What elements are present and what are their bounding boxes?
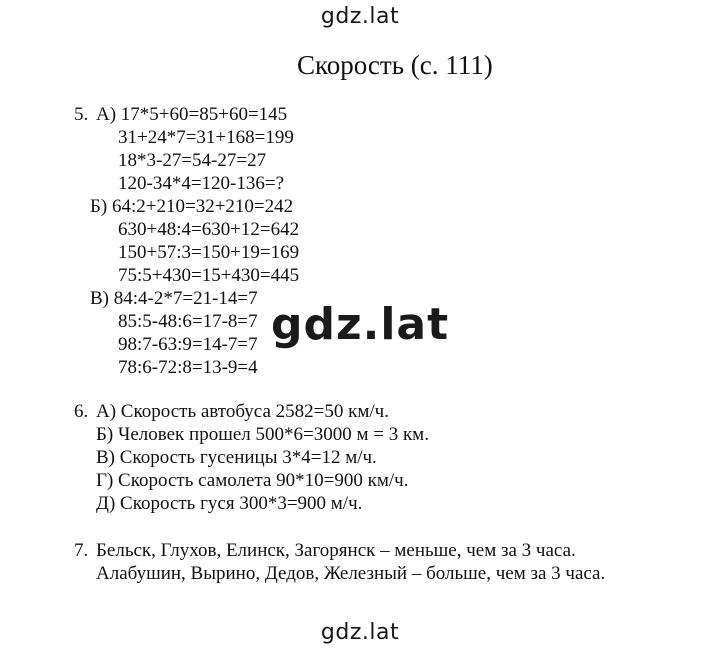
task-5-line: 75:5+430=15+430=445 bbox=[118, 265, 300, 286]
task-5-line: 98:7-63:9=14-7=7 bbox=[118, 334, 258, 355]
task-7-line: Алабушин, Вырино, Дедов, Железный – больше, чем за 3 часа. bbox=[96, 563, 606, 584]
task-5-line: 630+48:4=630+12=642 bbox=[118, 219, 300, 240]
task-5-line: А) 17*5+60=85+60=145 bbox=[96, 104, 288, 125]
task-5-line: 150+57:3=150+19=169 bbox=[118, 242, 300, 263]
task-5-line: Б) 64:2+210=32+210=242 bbox=[90, 196, 294, 217]
page-title: Скорость (с. 111) bbox=[297, 50, 493, 80]
task-6-line: А) Скорость автобуса 2582=50 км/ч. bbox=[96, 401, 389, 422]
task-6-number: 6. bbox=[74, 401, 89, 422]
task-5-line: 18*3-27=54-27=27 bbox=[118, 150, 267, 171]
task-6-line: Б) Человек прошел 500*6=3000 м = 3 км. bbox=[96, 424, 429, 445]
task-7-line: Бельск, Глухов, Елинск, Загорянск – меньше, чем за 3 часа. bbox=[96, 540, 576, 561]
task-5-line: 78:6-72:8=13-9=4 bbox=[118, 357, 258, 378]
task-5-line: В) 84:4-2*7=21-14=7 bbox=[90, 288, 258, 309]
task-5-line: 120-34*4=120-136=? bbox=[118, 173, 285, 194]
task-6-line: Д) Скорость гуся 300*3=900 м/ч. bbox=[96, 493, 363, 514]
task-5-number: 5. bbox=[74, 104, 89, 125]
watermark-bottom: gdz.lat bbox=[320, 620, 400, 645]
watermark-top: gdz.lat bbox=[320, 4, 400, 29]
task-6-line: Г) Скорость самолета 90*10=900 км/ч. bbox=[96, 470, 409, 491]
task-7-number: 7. bbox=[74, 540, 89, 561]
task-5-line: 85:5-48:6=17-8=7 bbox=[118, 311, 258, 332]
task-6-line: В) Скорость гусеницы 3*4=12 м/ч. bbox=[96, 447, 377, 468]
watermark-center: gdz.lat bbox=[271, 299, 450, 350]
task-5-line: 31+24*7=31+168=199 bbox=[118, 127, 294, 148]
